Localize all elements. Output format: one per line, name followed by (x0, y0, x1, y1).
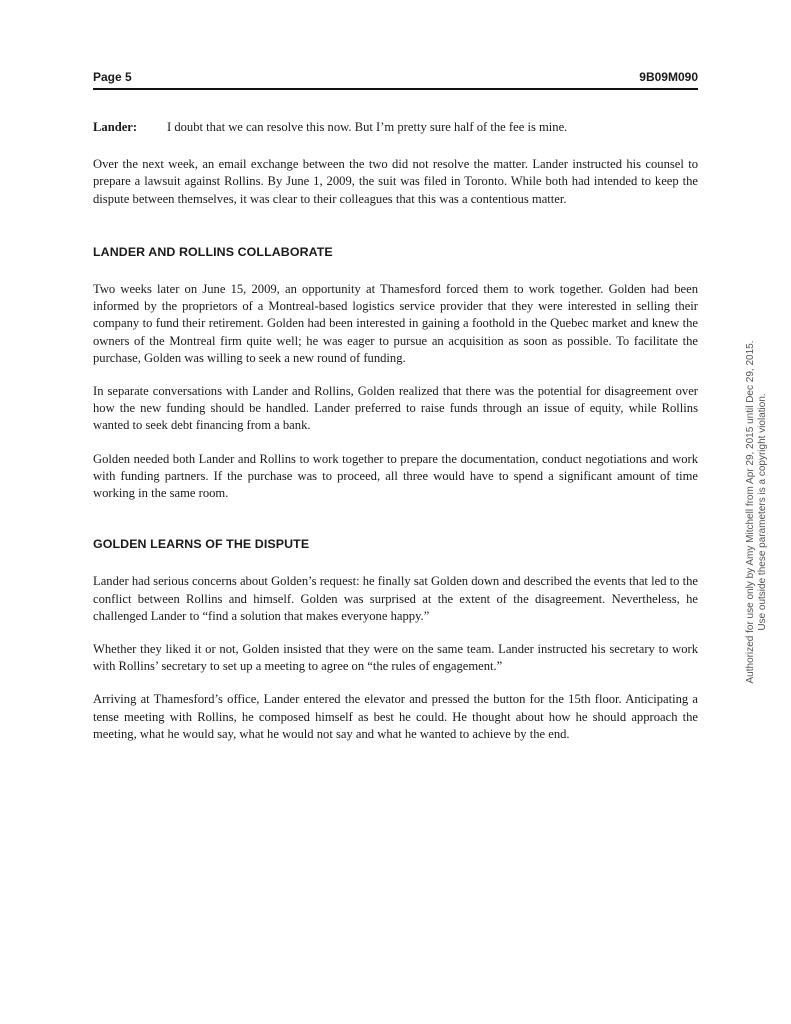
paragraph: Arriving at Thamesford’s office, Lander entered the elevator and pressed the button for the 15th floor. Anticipating a tense meeting with Rollins, he composed himself as best he could. He thought about how he should approach the meeting, what he would say, what he would not say and what he wanted to achieve by the end. (93, 692, 698, 741)
speaker-label: Lander: (93, 120, 138, 134)
paragraph: Whether they liked it or not, Golden insisted that they were on the same team. Lander instructed his secretary to work with Rollins’ secretary to set up a meeting to agree on “the rules of engagement.” (93, 642, 698, 674)
page-header (93, 68, 698, 90)
document-body (93, 119, 698, 759)
paragraph-intro: Over the next week, an email exchange between the two did not resolve the matter. Lander instructed his counsel to prepare a lawsuit against Rollins. By June 1, 2009, the suit was filed in Toronto. While both had intended to keep the dispute between themselves, it was clear to their colleagues that this was a contentious matter. (93, 157, 698, 206)
page-number: Page 5 (93, 70, 132, 84)
paragraph: Golden needed both Lander and Rollins to work together to prepare the documentation, conduct negotiations and work with funding partners. If the purchase was to proceed, all three would have to spend a significant amount of time working in the same room. (93, 451, 698, 501)
watermark-line: Authorized for use only by Amy Mitchell from Apr 29, 2015 until Dec 29, 2015. (745, 340, 756, 684)
watermark-line: Use outside these parameters is a copyright violation. (757, 393, 768, 631)
copyright-watermark (745, 312, 769, 712)
section-heading-dispute: GOLDEN LEARNS OF THE DISPUTE (93, 537, 310, 552)
case-code: 9B09M090 (639, 70, 698, 84)
dialogue-line (93, 119, 698, 136)
paragraph: Lander had serious concerns about Golden’s request: he finally sat Golden down and described the events that led to the conflict between Rollins and himself. Golden was surprised at the extent of the disagreement. Nevertheless, he challenged Lander to “find a solution that makes everyone happy.” (93, 574, 698, 623)
section-heading-collaborate: LANDER AND ROLLINS COLLABORATE (93, 244, 333, 259)
paragraph: In separate conversations with Lander and Rollins, Golden realized that there was the potential for disagreement over how the new funding should be handled. Lander preferred to raise funds through an issue of equity, while Rollins wanted to seek debt financing from a bank. (93, 384, 698, 433)
dialogue-text: I doubt that we can resolve this now. But I’m pretty sure half of the fee is mine. (167, 120, 568, 134)
paragraph: Two weeks later on June 15, 2009, an opportunity at Thamesford forced them to work together. Golden had been informed by the proprietors of a Montreal-based logistics service provider that they were interested in selling their company to fund their retirement. Golden had been interested in gaining a foothold in the Quebec market and knew the owners of the Montreal firm quite well; he was eager to pursue an acquisition as soon as possible. To facilitate the purchase, Golden was willing to seek a new round of funding. (93, 282, 698, 365)
